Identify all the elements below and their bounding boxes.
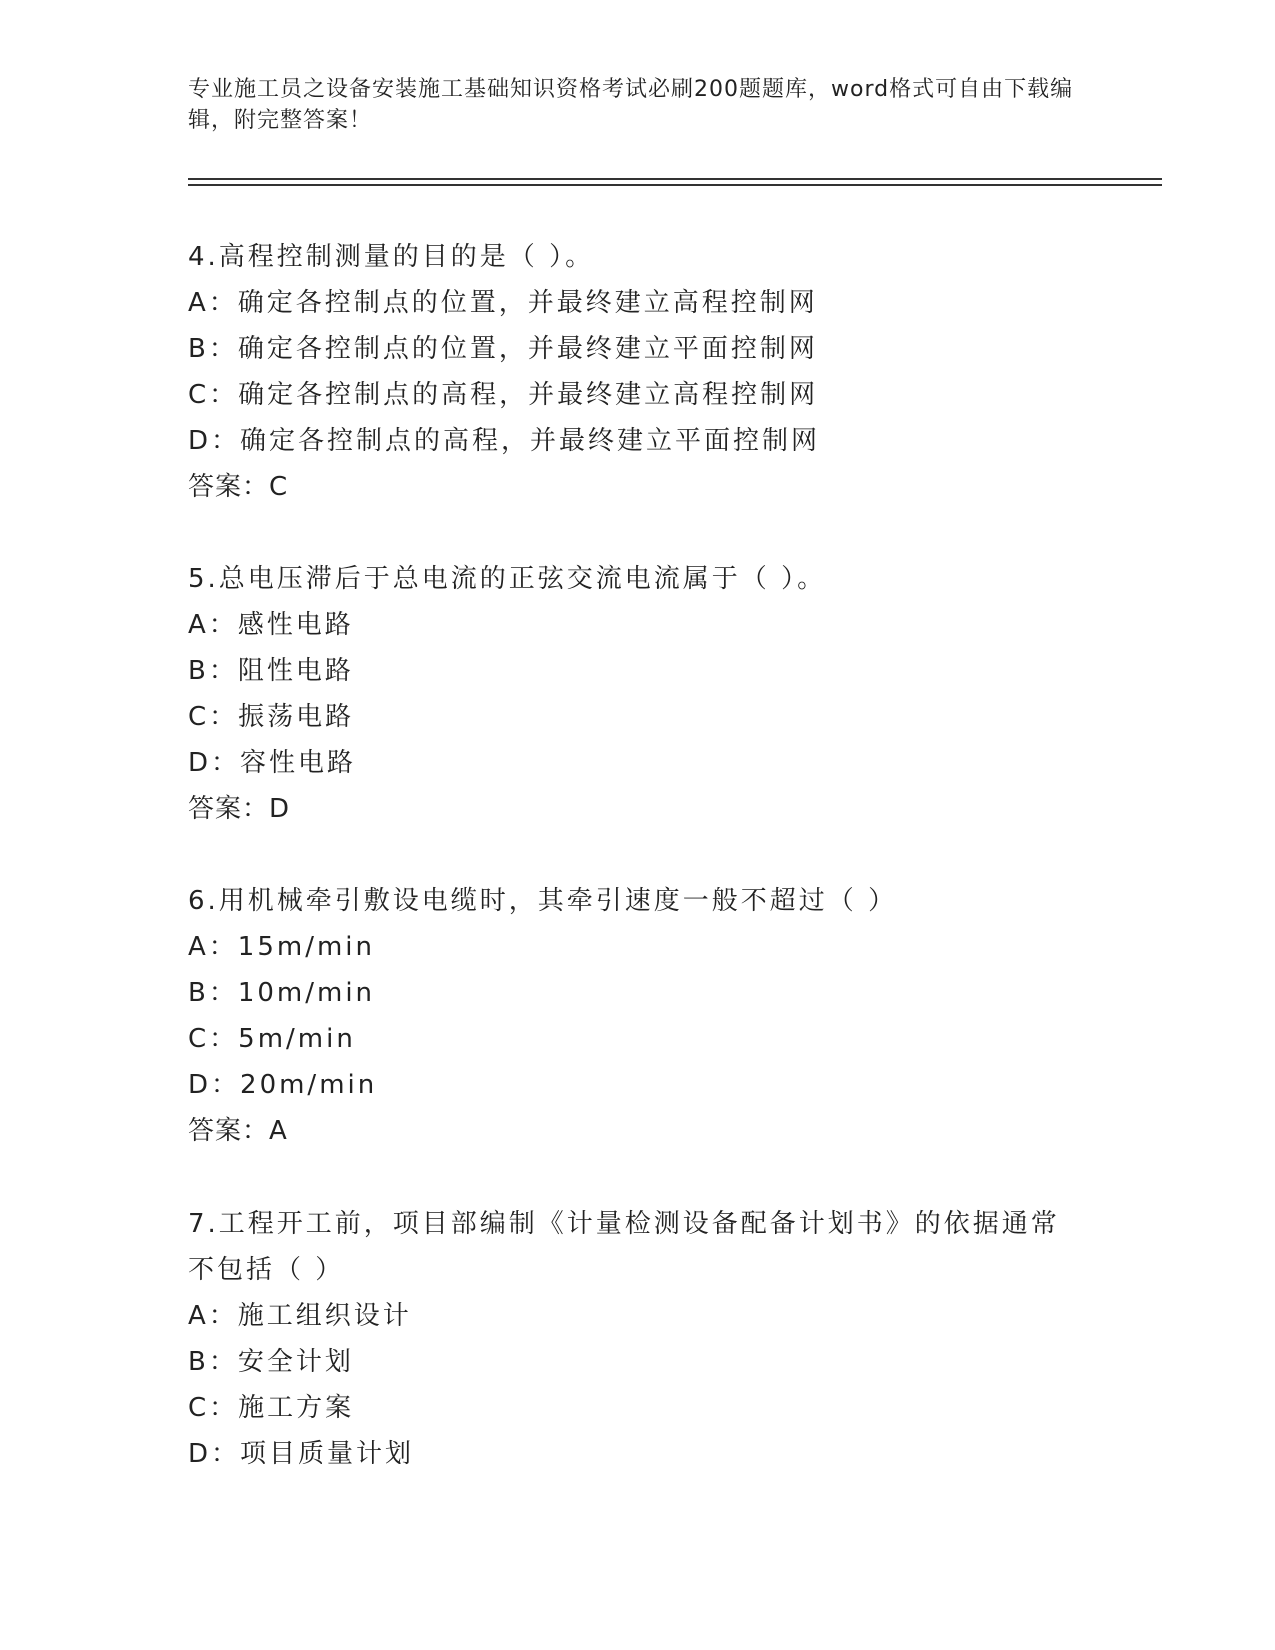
document-header: 专业施工员之设备安装施工基础知识资格考试必刷200题题库，word格式可自由下载编辑，附完整答案！ — [188, 77, 1074, 133]
option-c: C：确定各控制点的高程，并最终建立高程控制网 — [188, 380, 819, 410]
option-b: B：确定各控制点的位置，并最终建立平面控制网 — [188, 334, 818, 364]
option-a: A：施工组织设计 — [188, 1301, 412, 1331]
question-stem: 7.工程开工前，项目部编制《计量检测设备配备计划书》的依据通常不包括（ ） — [188, 1209, 1060, 1285]
option-a: A：确定各控制点的位置，并最终建立高程控制网 — [188, 288, 818, 318]
answer-label: 答案：C — [188, 472, 289, 502]
header-divider-top — [188, 178, 1162, 180]
option-b: B：阻性电路 — [188, 656, 354, 686]
option-b: B：安全计划 — [188, 1347, 354, 1377]
question-7 — [188, 1201, 1088, 1477]
option-d: D：20m/min — [188, 1070, 378, 1100]
option-a: A：15m/min — [188, 932, 375, 962]
option-c: C：施工方案 — [188, 1393, 355, 1423]
option-a: A：感性电路 — [188, 610, 354, 640]
question-5 — [188, 556, 1088, 832]
question-stem: 5.总电压滞后于总电流的正弦交流电流属于（ ）。 — [188, 564, 827, 594]
answer-label: 答案：D — [188, 794, 291, 824]
question-stem: 6.用机械牵引敷设电缆时，其牵引速度一般不超过（ ） — [188, 886, 898, 916]
question-4 — [188, 234, 1088, 510]
option-b: B：10m/min — [188, 978, 376, 1008]
question-stem: 4.高程控制测量的目的是（ ）。 — [188, 242, 595, 272]
option-c: C：5m/min — [188, 1024, 356, 1054]
answer-label: 答案：A — [188, 1116, 288, 1146]
option-d: D：确定各控制点的高程，并最终建立平面控制网 — [188, 426, 821, 456]
option-d: D：项目质量计划 — [188, 1439, 415, 1469]
header-divider-bottom — [188, 184, 1162, 186]
option-c: C：振荡电路 — [188, 702, 355, 732]
option-d: D：容性电路 — [188, 748, 357, 778]
question-6 — [188, 878, 1088, 1154]
